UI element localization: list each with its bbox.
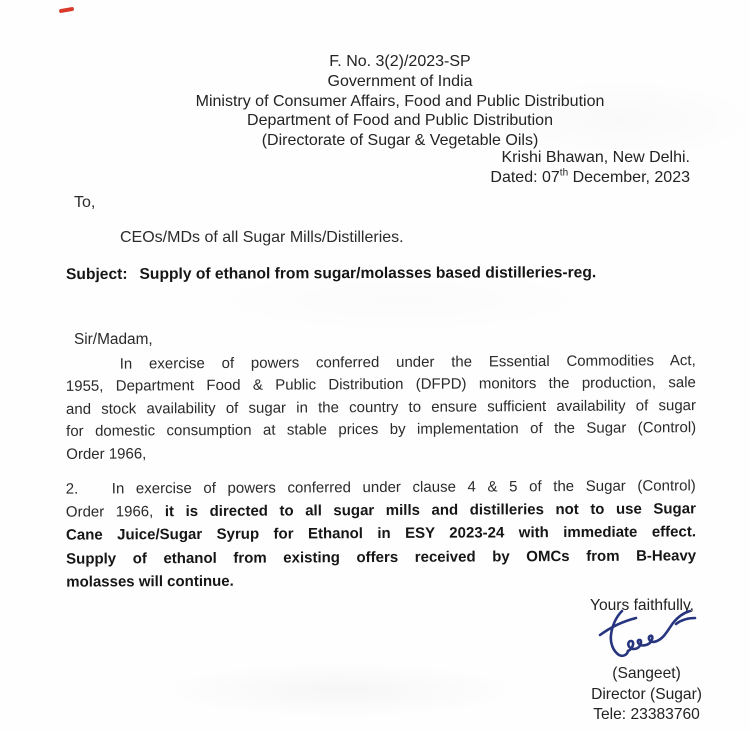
signature-image xyxy=(588,608,708,670)
signature-scrawl-icon xyxy=(588,608,708,670)
para2-line2-normal: Order 1966, xyxy=(65,503,154,521)
para2-line2-bold: it is directed to all sugar mills and distilleries not to use Sugar xyxy=(164,500,696,521)
date-ordinal-suffix: th xyxy=(559,167,569,179)
org-government: Government of India xyxy=(327,72,473,90)
para2-line1-text: In exercise of powers conferred under clause 4 & 5 of the Sugar (Control) xyxy=(111,477,696,498)
addressee-line: CEOs/MDs of all Sugar Mills/Distilleries. xyxy=(120,229,404,246)
para2-number: 2. xyxy=(65,480,79,498)
place-date-block xyxy=(490,148,690,188)
date-suffix: December, 2023 xyxy=(568,169,690,186)
para2-line xyxy=(66,567,696,594)
para1-line: 1955, Department Food & Public Distribution (DFPD) monitors the production, sale xyxy=(65,374,696,396)
para2-line xyxy=(66,544,696,571)
para1-line: Order 1966, xyxy=(66,445,147,463)
signer-name: (Sangeet) xyxy=(612,665,681,682)
signatory-block xyxy=(591,664,702,726)
paragraph-1 xyxy=(66,350,697,466)
para2-line5-bold: molasses will continue. xyxy=(66,572,234,591)
file-number: F. No. 3(2)/2023-SP xyxy=(329,53,471,70)
date-line xyxy=(490,168,690,188)
para2-line xyxy=(66,498,696,525)
valediction: Yours faithfully, xyxy=(589,597,694,614)
red-pen-mark xyxy=(59,7,74,14)
signer-phone: Tele: 23383760 xyxy=(593,706,700,724)
subject-text: Supply of ethanol from sugar/molasses based distilleries-reg. xyxy=(139,264,597,283)
para2-line3-bold: Cane Juice/Sugar Syrup for Ethanol in ESY 2023-24 with immediate effect. xyxy=(65,523,697,545)
para1-line: In exercise of powers conferred under the Essential Commodities Act, xyxy=(119,352,696,373)
signer-designation: Director (Sugar) xyxy=(591,685,702,703)
subject-line xyxy=(66,264,690,284)
org-department: Department of Food and Public Distribution xyxy=(247,112,553,130)
subject-label: Subject: xyxy=(65,265,128,284)
letterhead xyxy=(105,52,695,151)
para2-line4-bold: Supply of ethanol from existing offers received by OMCs from B-Heavy xyxy=(66,546,697,568)
to-label: To, xyxy=(74,194,96,211)
para2-line xyxy=(66,521,696,548)
paragraph-2 xyxy=(66,474,697,593)
salutation: Sir/Madam, xyxy=(74,331,153,348)
place-line: Krishi Bhawan, New Delhi. xyxy=(501,149,690,166)
para1-line: and stock availability of sugar in the country to ensure sufficient availability of sugar xyxy=(65,396,697,418)
date-prefix: Dated: 07 xyxy=(490,169,560,186)
para2-line xyxy=(66,474,696,501)
para1-line: for domestic consumption at stable prices by implementation of the Sugar (Control) xyxy=(66,419,697,441)
org-directorate: (Directorate of Sugar & Vegetable Oils) xyxy=(261,132,539,150)
org-ministry: Ministry of Consumer Affairs, Food and Public Distribution xyxy=(195,92,605,110)
